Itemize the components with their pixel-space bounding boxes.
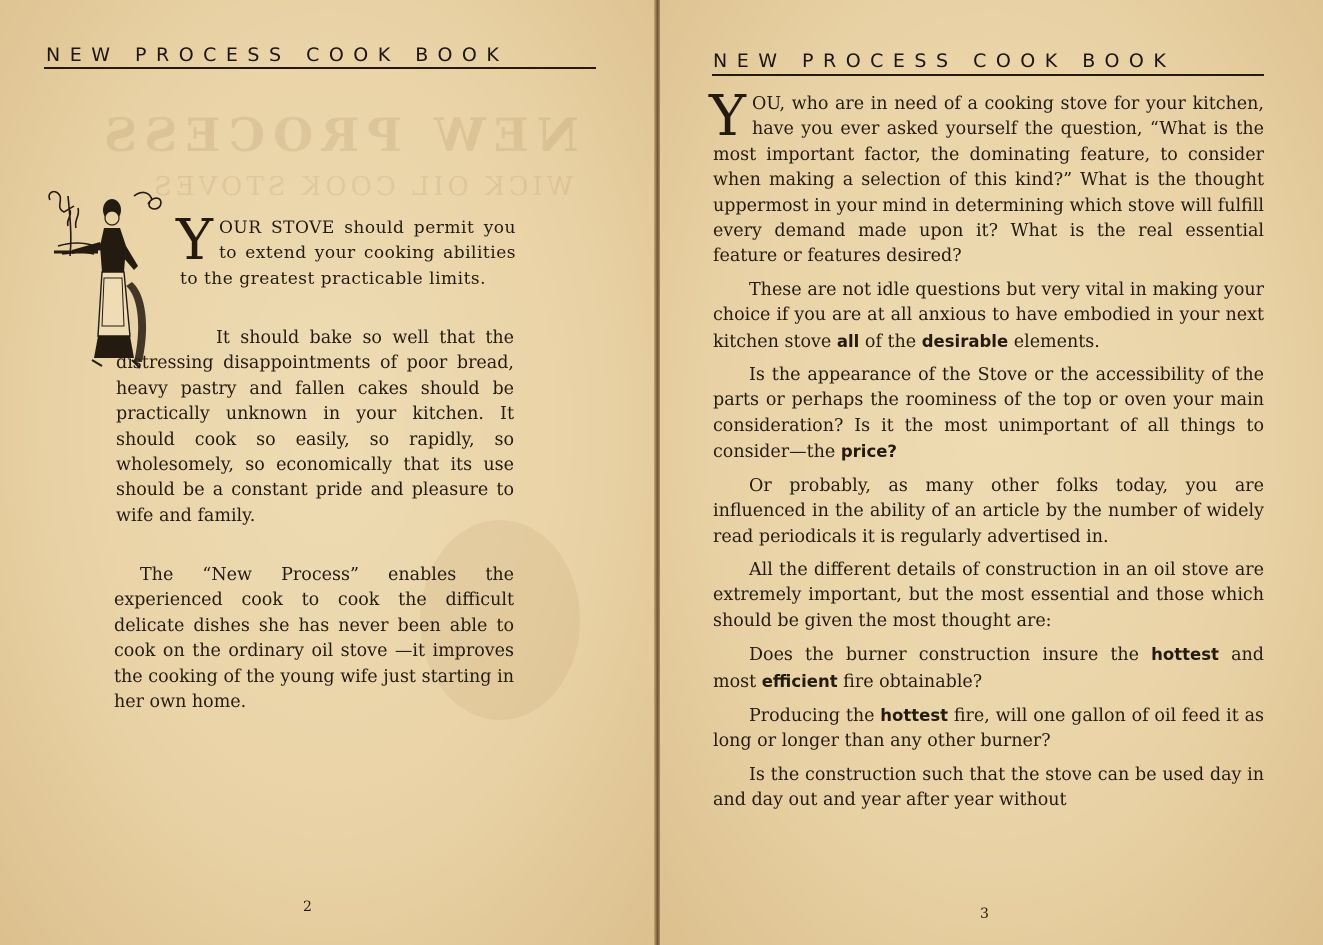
header-rule [44,67,596,69]
paragraph-3 [713,363,1264,466]
paragraph-7 [713,703,1264,755]
paragraph-6-text-a: Does the burner construction insure the [749,645,1140,666]
paragraph-2 [713,278,1264,355]
paragraph-2-text-c: elements. [1013,331,1100,352]
page-number: 2 [303,899,312,915]
paragraph-1-text: OU, who are in need of a cooking stove for your kitchen, have you ever asked yourself the question, “What is the most important factor, the dominating feature, to consider when making a selection of this kind?” What is the thought uppermost in your mind in determining which stove will fulfill every demand made upon it? What is the real essential feature or features desired? [713,94,1264,267]
paragraph-2 [116,326,514,537]
header-rule [712,74,1264,76]
paragraph-4: Or probably, as many other folks today, you are influenced in the ability of an article by the number of widely read periodicals it is regularly advertised in. [713,475,1264,547]
right-page-body [709,84,1264,822]
paragraph-3 [114,563,514,723]
show-through-title: NEW PROCESS [96,108,579,162]
running-head: NEW PROCESS COOK BOOK [713,50,1176,72]
drop-cap: Y [709,84,746,149]
paragraph-2-text-b: of the [864,331,917,352]
show-through-subtitle: WICK OIL COOK STOVES [150,172,574,202]
paragraph-6 [713,642,1264,695]
drop-cap: Y [176,208,213,273]
right-page [660,0,1323,945]
intro-paragraph [176,208,516,292]
paragraph-8: Is the construction such that the stove can be used day in and day out and year after year without [713,764,1264,811]
left-page [0,0,656,945]
bold-price: price? [840,442,898,462]
paragraph-3-text: The “New Process” enables the experienced cook to cook the difficult delicate dishes she has never been able to cook on the ordinary oil stove —it improves the cooking of the young wife just starting in her own home. [114,565,514,713]
paragraph-7-text-b: fire, will one gallon of oil feed it as long or longer than any other burner? [713,705,1264,752]
intro-text: OUR STOVE should permit you to extend your cooking abilities to the greatest practicable limits. [180,218,516,289]
paragraph-2-text-a: These are not idle questions but very vital in making your choice if you are at all anxious to have embodied in your next kitchen stove [713,279,1264,352]
paragraph-6-text-b: and most [713,645,1264,692]
running-head: NEW PROCESS COOK BOOK [46,44,509,66]
bold-hottest: hottest [1151,645,1219,665]
page-number: 3 [980,906,989,922]
bold-hottest-2: hottest [880,705,949,725]
paragraph-7-text-a: Producing the [749,705,875,726]
bold-efficient: efficient [761,671,838,691]
paragraph-3-text: Is the appearance of the Stove or the accessibility of the parts or perhaps the roominess of the top or oven your main consideration? Is it the most unimportant of all things to consider—the [713,365,1264,463]
paragraph-5: All the different details of construction in an oil stove are extremely important, but the most essential and those which should be given the most thought are: [713,559,1264,631]
bold-desirable: desirable [921,331,1009,351]
paragraph-2-text: It should bake so well that the distressing disappointments of poor bread, heavy pastry and fallen cakes should be practically unknown in your kitchen. It should cook so easily, so rapidly, so wholesomely, so economically that its use should be a constant pride and pleasure to wife and family. [116,328,514,526]
bold-all: all [836,331,860,351]
paragraph-6-text-c: fire obtainable? [843,671,983,692]
paragraph-1 [709,84,1264,270]
